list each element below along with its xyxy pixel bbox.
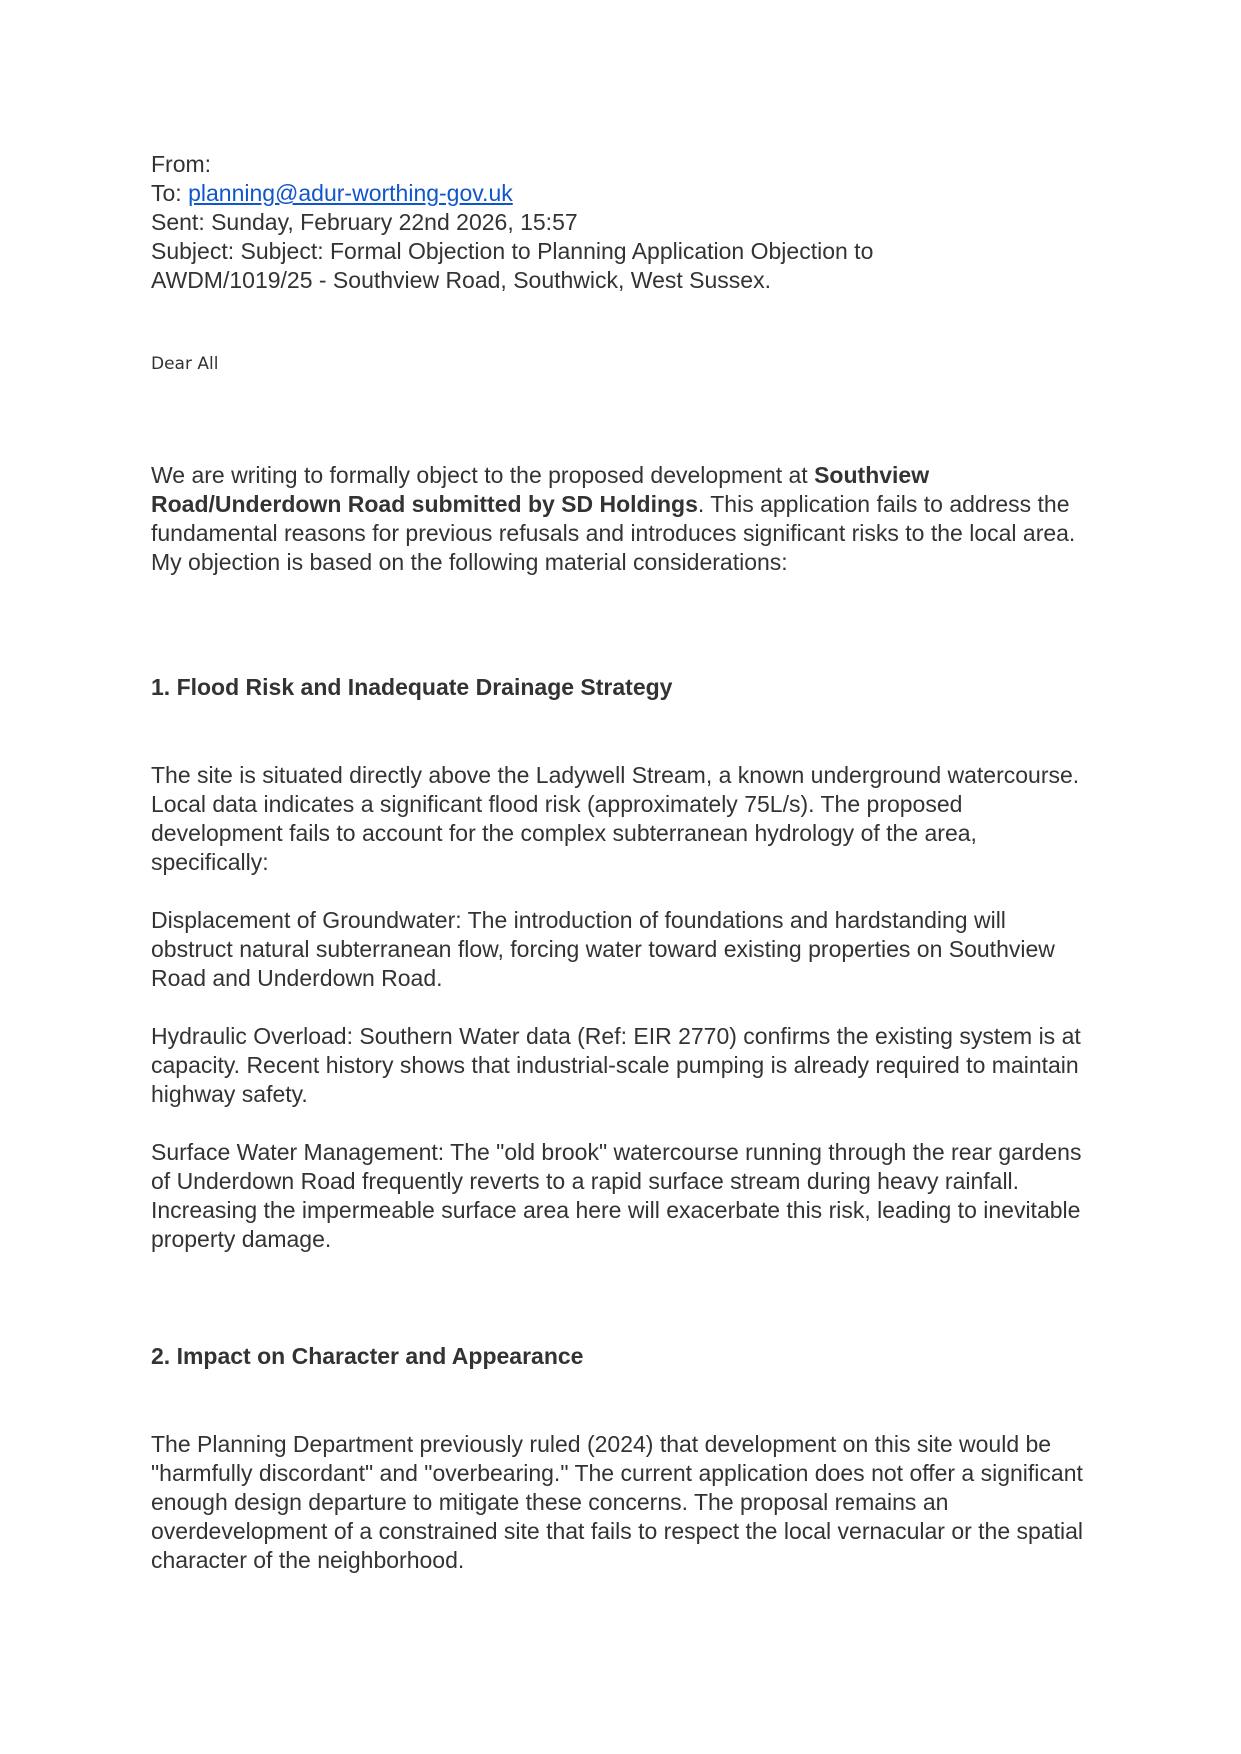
intro-bold-text: Southview Road/Underdown Road submitted by SD Holdings [151,462,930,517]
to-label: To: [151,180,182,206]
to-line [151,179,1091,208]
section-2-paragraph-1: The Planning Department previously ruled (2024) that development on this site would be "harmfully discordant" and "overbearing." The current application does not offer a significant enough design departure to mitigate these concerns. The proposal remains an overdevelopment of a constrained site that fails to respect the local vernacular or the spatial character of the neighborhood. [151,1431,1084,1573]
intro-text-before: We are writing to formally object to the proposed development at [151,462,808,488]
from-line: From: [151,151,212,177]
sent-line: Sent: Sunday, February 22nd 2026, 15:57 [151,209,578,235]
section-1-paragraph-2: Displacement of Groundwater: The introduction of foundations and hardstanding will obstruct natural subterranean flow, forcing water toward existing properties on Southview Road and Underdown Road. [151,907,1055,991]
section-1-heading: 1. Flood Risk and Inadequate Drainage Strategy [151,674,673,700]
section-1-paragraph-4: Surface Water Management: The "old brook" watercourse running through the rear gardens of Underdown Road frequently reverts to a rapid surface stream during heavy rainfall. Increasing the impermeable surface area here will exacerbate this risk, leading to inevitable property damage. [151,1139,1082,1252]
email-document [151,150,1091,1575]
intro-text-after: . This application fails to address the fundamental reasons for previous refusals and introduces significant risks to the local area. My objection is based on the following material considerations: [151,491,1076,575]
section-1-paragraph-3: Hydraulic Overload: Southern Water data (Ref: EIR 2770) confirms the existing system is at capacity. Recent history shows that industrial-scale pumping is already required to maintain highway safety. [151,1023,1081,1107]
section-2-heading: 2. Impact on Character and Appearance [151,1343,584,1369]
to-email-link[interactable]: planning@adur-worthing-gov.uk [188,180,513,206]
subject-line-1: Subject: Subject: Formal Objection to Planning Application Objection to [151,238,874,264]
section-1-paragraph-1: The site is situated directly above the Ladywell Stream, a known underground watercourse. Local data indicates a significant flood risk (approximately 75L/s). The proposed development fails to account for the complex subterranean hydrology of the area, specifically: [151,762,1080,875]
greeting: Dear All [151,354,219,374]
subject-line-2: AWDM/1019/25 - Southview Road, Southwick, West Sussex. [151,267,771,293]
intro-paragraph [151,461,1091,577]
email-header [151,150,1091,295]
